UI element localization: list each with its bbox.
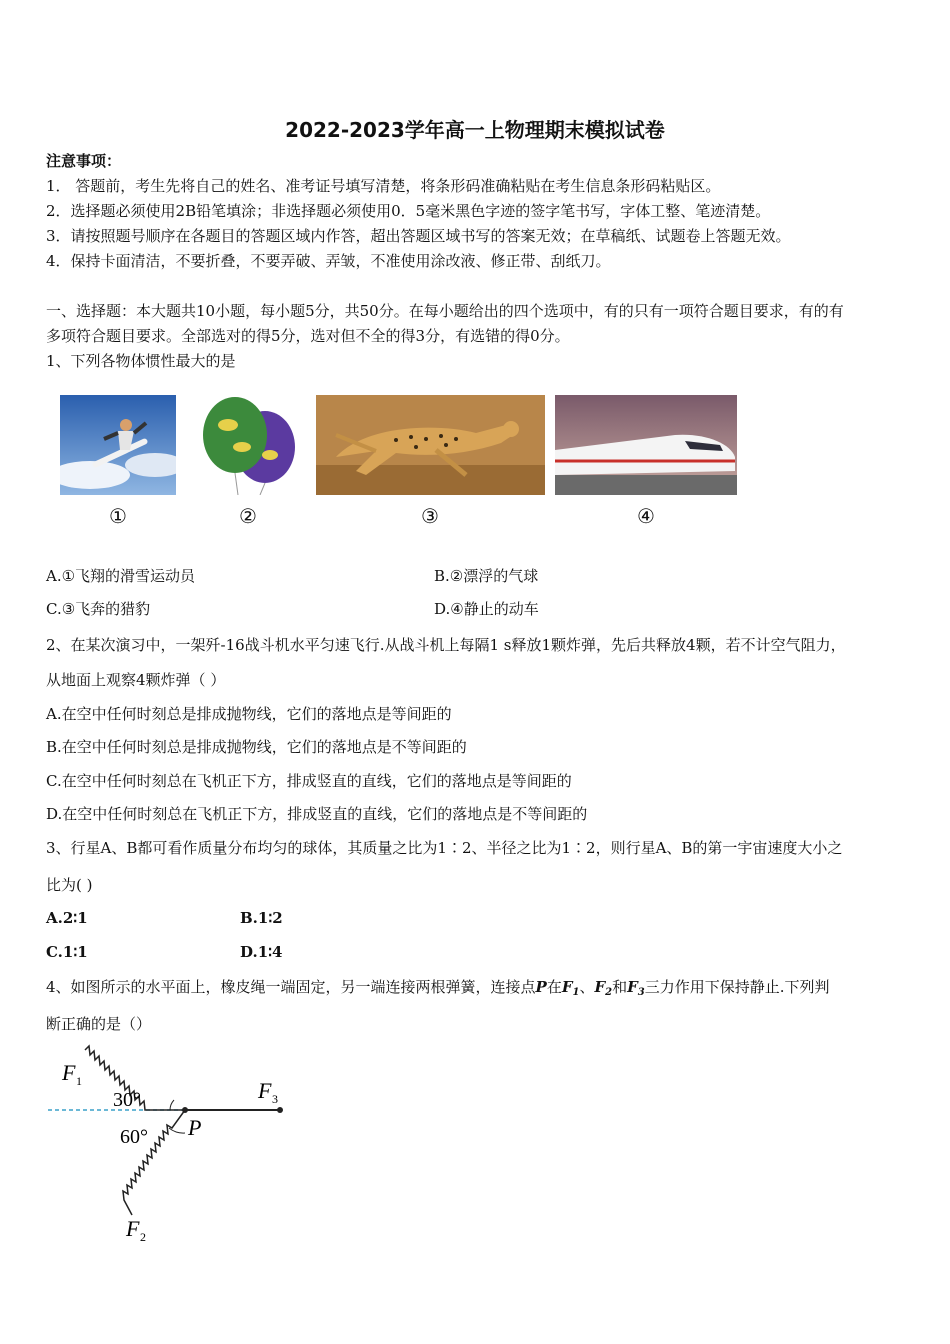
q1-stem: 1、下列各物体惯性最大的是 (46, 352, 236, 370)
train-image (555, 395, 737, 495)
f2-subscript: 2 (140, 1230, 146, 1244)
point-p (182, 1107, 188, 1113)
q3-option-b: B.1∶2 (240, 909, 283, 927)
angle-60-label: 60° (120, 1126, 148, 1148)
image-label-4: ④ (637, 504, 655, 528)
q2-stem-line-2: 从地面上观察4颗炸弹（ ） (46, 671, 226, 689)
f3-label: F (258, 1078, 272, 1103)
force-f3-symbol: $F_3$ (627, 978, 645, 998)
image-label-3: ③ (421, 504, 439, 528)
q3-option-d: D.1∶4 (240, 943, 283, 961)
f1-subscript: 1 (76, 1074, 82, 1088)
notice-heading: 注意事项： (46, 152, 122, 170)
q3-option-a: A.2∶1 (46, 909, 88, 927)
force-f1-symbol: $F_1$ (561, 978, 580, 998)
q1-option-c: C.③飞奔的猎豹 (46, 600, 151, 618)
point-p-symbol: P (535, 978, 547, 996)
q4-stem-line-1: 4、如图所示的水平面上，橡皮绳一端固定，另一端连接两根弹簧，连接点P在$F_1$、$F_2$和$F_3$三力作用下保持静止.下列判 (46, 978, 830, 998)
image-label-2: ② (239, 504, 257, 528)
section-intro-line-2: 多项符合题目要求。全部选对的得5分，选对但不全的得3分，有选错的得0分。 (46, 327, 570, 345)
notice-item-3: 3．请按照题号顺序在各题目的答题区域内作答，超出答题区域书写的答案无效；在草稿纸、试题卷上答题无效。 (46, 227, 791, 245)
angle-30-arc (170, 1100, 174, 1110)
f3-subscript: 3 (272, 1092, 278, 1106)
angle-30-label: 30° (113, 1089, 141, 1111)
q2-option-d: D.在空中任何时刻总在飞机正下方，排成竖直的直线，它们的落地点是不等间距的 (46, 805, 588, 823)
cheetah-image (316, 395, 545, 495)
q3-stem-line-2: 比为( ) (46, 876, 93, 894)
force-f2-symbol: $F_2$ (594, 978, 613, 998)
notice-item-1: 1． 答题前，考生先将自己的姓名、准考证号填写清楚，将条形码准确粘贴在考生信息条形码粘贴区。 (46, 177, 721, 195)
f1-label: F (62, 1060, 76, 1085)
notice-item-4: 4．保持卡面清洁，不要折叠，不要弄破、弄皱，不准使用涂改液、修正带、刮纸刀。 (46, 252, 611, 270)
q2-option-c: C.在空中任何时刻总在飞机正下方，排成竖直的直线，它们的落地点是等间距的 (46, 772, 572, 790)
notice-item-2: 2．选择题必须使用2B铅笔填涂；非选择题必须使用0．5毫米黑色字迹的签字笔书写，字体工整、笔迹清楚。 (46, 202, 771, 220)
f3-end-point (277, 1107, 283, 1113)
section-intro-line-1: 一、选择题：本大题共10小题，每小题5分，共50分。在每小题给出的四个选项中，有的只有一项符合题目要求，有的有 (46, 302, 844, 320)
skier-image (60, 395, 176, 495)
q3-option-c: C.1∶1 (46, 943, 88, 961)
force-diagram (40, 1040, 320, 1250)
q2-option-a: A.在空中任何时刻总是排成抛物线，它们的落地点是等间距的 (46, 705, 452, 723)
point-p-label: P (188, 1115, 202, 1140)
q1-option-a: A.①飞翔的滑雪运动员 (46, 567, 196, 585)
q1-option-d: D.④静止的动车 (434, 600, 539, 618)
q3-stem-line-1: 3、行星A、B都可看作质量分布均匀的球体，其质量之比为1∶2、半径之比为1∶2，则行星A、B的第一宇宙速度大小之 (46, 839, 843, 857)
angle-60-arc (169, 1128, 185, 1133)
q2-stem-line-1: 2、在某次演习中，一架歼-16战斗机水平匀速飞行.从战斗机上每隔1 s释放1颗炸弹，先后共释放4颗，若不计空气阻力， (46, 636, 846, 654)
balloons-image (190, 395, 306, 495)
f2-label: F (126, 1216, 140, 1241)
image-label-1: ① (109, 504, 127, 528)
q1-option-b: B.②漂浮的气球 (434, 567, 539, 585)
q4-stem-line-2: 断正确的是（） (46, 1015, 152, 1033)
q2-option-b: B.在空中任何时刻总是排成抛物线，它们的落地点是不等间距的 (46, 738, 467, 756)
exam-title: 2022-2023学年高一上物理期末模拟试卷 (285, 118, 665, 142)
